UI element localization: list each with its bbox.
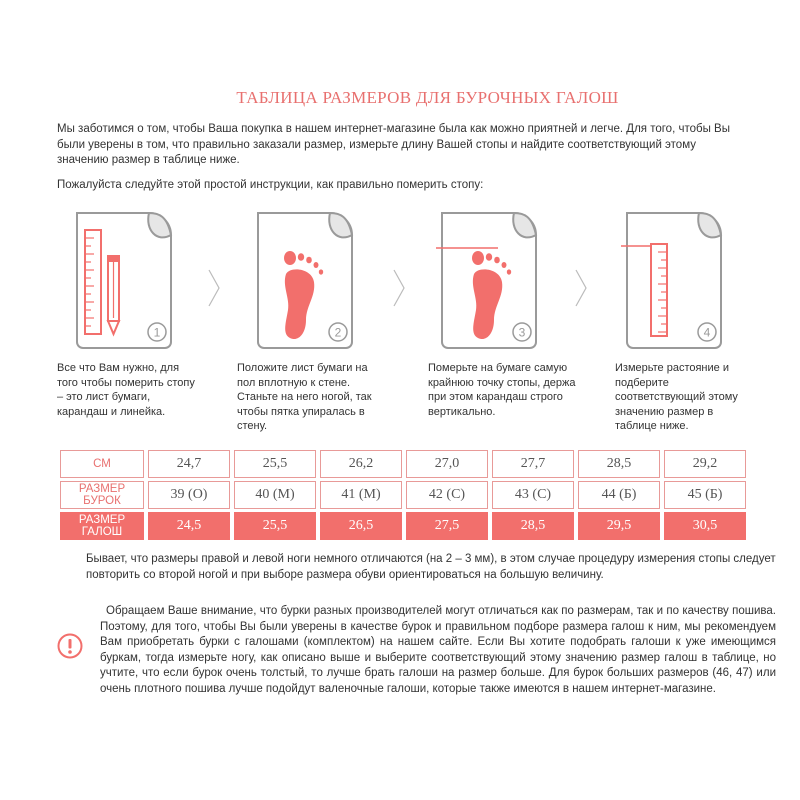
- step-3-caption: Померьте на бумаге самую крайнюю точку стопы, держа при этом карандаш строго вертикально.: [428, 362, 576, 418]
- table-row-cm: [60, 450, 746, 478]
- note-size-difference: Бывает, что размеры правой и левой ноги немного отличаются (на 2 – 3 мм), в этом случае процедуру измерения стопы следует повторить со второй ногой и при выборе размера обуви ориентироваться на большую величину.: [86, 553, 776, 581]
- step-2-caption: Положите лист бумаги на пол вплотную к стене. Станьте на него ногой, так чтобы пятка упиралась в стену.: [237, 362, 372, 432]
- table-cell: 29,2: [664, 450, 746, 478]
- table-cell: 39 (О): [148, 481, 230, 509]
- table-cell: 43 (С): [492, 481, 574, 509]
- instruction-text: Пожалуйста следуйте этой простой инструкции, как правильно померить стопу:: [57, 179, 484, 191]
- step-number: 1: [153, 325, 161, 340]
- ruler-icon: [85, 230, 101, 334]
- step-number: 4: [703, 325, 711, 340]
- chevron-right-icon: [574, 268, 588, 313]
- table-cell: 40 (М): [234, 481, 316, 509]
- table-cell: 28,5: [492, 512, 574, 540]
- table-cell: 41 (М): [320, 481, 402, 509]
- step-1-caption: Все что Вам нужно, для того чтобы померить стопу – это лист бумаги, карандаш и линейка.: [57, 362, 195, 418]
- warning-text: Обращаем Ваше внимание, что бурки разных производителей могут отличаться как по размерам, так и по качеству пошива. Поэтому, для того, чтобы Вы были уверены в качестве бурок и правильном подборе размера галош к ним, мы рекомендуем Вам приобретать бурки с галошами (комплектом) на нашем сайте. Если Вы хотите подобрать галоши к уже имеющимся буркам, тогда измерьте ногу, как описано выше и выберите соответствующий этому значению размер галош в таблице, но учтите, что если бурок очень толстый, то лучше брать галоши на размер больше. Для бурок больших размеров (46, 47) или очень плотного пошива лучше подойдут валеночные галоши, которые также имеются в нашем интернет-магазине.: [100, 605, 776, 695]
- step-4-illustration: [621, 210, 731, 355]
- table-cell: 29,5: [578, 512, 660, 540]
- exclamation-circle-icon: [57, 633, 83, 664]
- page-title: ТАБЛИЦА РАЗМЕРОВ ДЛЯ БУРОЧНЫХ ГАЛОШ: [236, 88, 619, 107]
- table-cell: 30,5: [664, 512, 746, 540]
- table-cell: 45 (Б): [664, 481, 746, 509]
- chevron-right-icon: [392, 268, 406, 313]
- table-row-boot-size: [60, 481, 746, 509]
- intro-text: Мы заботимся о том, чтобы Ваша покупка в нашем интернет-магазине была как можно приятней и легче. Для того, чтобы Вы были уверены в том, что правильно заказали размер, измерьте длину Вашей стопы и найдите соответствующий этому значению размер в таблице ниже.: [57, 123, 730, 166]
- table-cell: 27,7: [492, 450, 574, 478]
- table-cell: 42 (С): [406, 481, 488, 509]
- table-cell: 26,5: [320, 512, 402, 540]
- table-row-galosh-size: [60, 512, 746, 540]
- table-cell: 44 (Б): [578, 481, 660, 509]
- step-2-illustration: [252, 210, 362, 355]
- table-cell: 24,5: [148, 512, 230, 540]
- pencil-icon: [108, 256, 119, 334]
- table-cell: 25,5: [234, 450, 316, 478]
- row-label: РАЗМЕР БУРОК: [60, 481, 144, 509]
- row-label: СМ: [60, 450, 144, 478]
- table-cell: 24,7: [148, 450, 230, 478]
- step-3-illustration: [436, 210, 546, 355]
- step-number: 2: [334, 325, 342, 340]
- table-cell: 25,5: [234, 512, 316, 540]
- row-label: РАЗМЕР ГАЛОШ: [60, 512, 144, 540]
- table-cell: 27,0: [406, 450, 488, 478]
- note-manufacturer-warning: [100, 604, 776, 697]
- ruler-icon: [651, 244, 667, 336]
- table-cell: 27,5: [406, 512, 488, 540]
- chevron-right-icon: [207, 268, 221, 313]
- table-cell: 26,2: [320, 450, 402, 478]
- size-table: [56, 447, 750, 543]
- step-4-caption: Измерьте растояние и подберите соответствующий этому значению размер в таблице ниже.: [615, 362, 738, 432]
- table-cell: 28,5: [578, 450, 660, 478]
- step-number: 3: [518, 325, 526, 340]
- step-1-illustration: [71, 210, 181, 355]
